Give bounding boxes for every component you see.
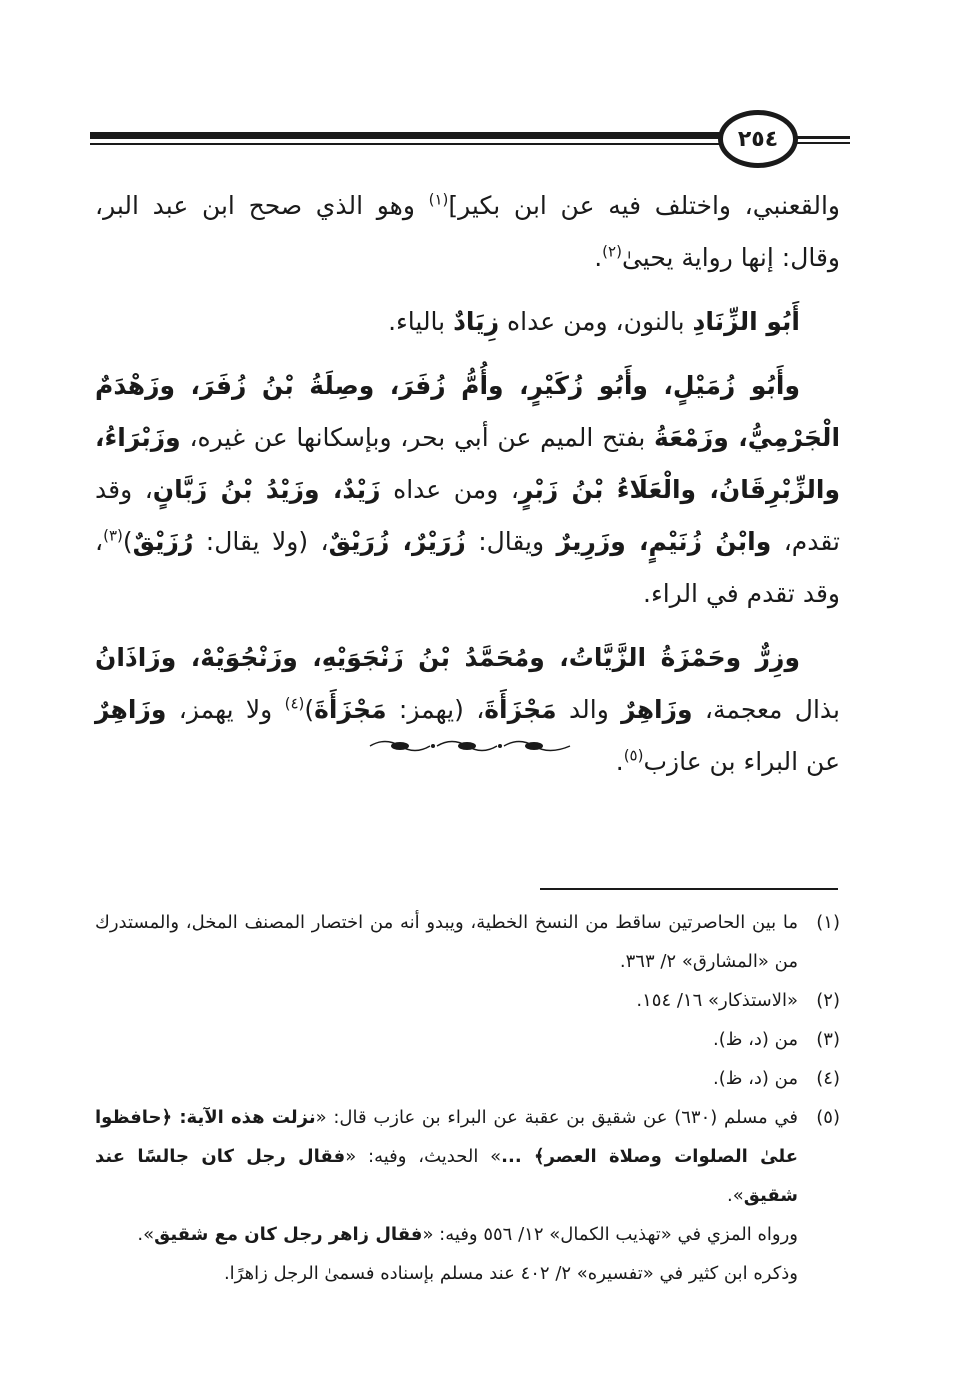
section-ornament-icon (365, 735, 575, 757)
footnote-number: (٣) (816, 1029, 840, 1050)
footnote-text: » الحديث، وفيه: « (345, 1146, 502, 1167)
text: ولا يهمز، (166, 695, 285, 724)
footnote-text: ». (727, 1185, 744, 1206)
paragraph-2 (95, 296, 840, 348)
footnote-ref-1[interactable]: (١) (428, 190, 449, 209)
footnote-2 (95, 981, 840, 1020)
text: . (615, 747, 624, 776)
header-rule-thick (90, 132, 720, 139)
paragraph-4 (95, 632, 840, 788)
header-rule-right-thin (795, 142, 850, 144)
footnote-quote: فقال زاهر رجل كان مع شقيق (154, 1224, 423, 1245)
text: والد (556, 695, 622, 724)
footnote-text: ما بين الحاصرتين ساقط من النسخ الخطية، ويبدو أنه من اختصار المصنف المخل، والمستدرك من «المشارق» ٢/ ٣٦٣. (95, 912, 798, 972)
text: والقعنبي، واختلف فيه عن ابن بكير] (448, 191, 840, 220)
entry-names: وأَبُو زُمَيْلٍ، وأَبُو زُكَيْرٍ، وأُمُّ زُفَرَ، وصِلَةُ بْنُ زُفَرَ، وزَهْدَمٌ الْجَرْمِيُّ، وزَمْعَةُ (95, 371, 841, 452)
footnote-5-continuation-1 (95, 1215, 840, 1254)
entry-names: وزَاهِرٌ (621, 695, 693, 724)
paragraph-1 (95, 180, 840, 284)
text: ) (122, 527, 133, 556)
footnote-number: (٢) (816, 990, 840, 1011)
footnote-4 (95, 1059, 840, 1098)
footnote-ref-3[interactable]: (٣) (103, 526, 123, 545)
text: ، وقد تقدم، (95, 475, 840, 556)
text: ، (ولا يقال: (193, 527, 329, 556)
text: بفتح الميم عن أبي بحر، وبإسكانها عن غيره، (180, 423, 655, 452)
text: وهو الذي صحح ابن عبد البر، وقال: إنها رواية يحيىٰ (95, 191, 840, 272)
footnote-ref-4[interactable]: (٤) (284, 694, 305, 713)
paragraph-3 (95, 360, 840, 620)
header-rule-thin (90, 143, 720, 145)
footnote-ref-5[interactable]: (٥) (623, 746, 644, 765)
footnote-text: في مسلم (٦٣٠) عن شقيق بن عقبة عن البراء بن عازب قال: « (315, 1107, 798, 1128)
text: بذال معجمة، (692, 695, 841, 724)
text: . (594, 243, 603, 272)
footnote-text: من (د، ظ). (712, 1029, 798, 1050)
entry-names: وزَاهِرٌ (95, 695, 167, 724)
text: ) (304, 695, 315, 724)
main-text (95, 180, 840, 800)
text: ، (يهمز: (386, 695, 485, 724)
entry-names: مَجْزَأَةَ (314, 695, 387, 724)
entry-names: وابْنُ زُنَيْمٍ، وزَرِيرٌ (556, 527, 772, 556)
footnote-text: ورواه المزي في «تهذيب الكمال» ١٢/ ٥٥٦ وفيه: « (422, 1224, 798, 1245)
text: بالياء. (388, 307, 454, 336)
footnote-text: من (د، ظ). (712, 1068, 798, 1089)
entry-name: أَبُو الزِّنَادِ (692, 307, 800, 336)
footnote-5 (95, 1098, 840, 1215)
entry-names: وزَبْرَاءُ، والزِّبْرِقَانُ، والْعَلَاءُ بْنُ زَبْرٍ (95, 423, 840, 504)
footnote-number: (٤) (816, 1068, 840, 1089)
entry-names: وزِرٌّ وحَمْزَةُ الزَّيَّاتُ، ومُحَمَّدُ بْنُ زَنْجَوَيْهِ، وزَنْجُوَيْهْ، وزَاذَانُ (95, 643, 800, 672)
text: ، ومن عداه (380, 475, 519, 504)
page-header (90, 110, 850, 170)
entry-names: رُزَيْقٌ (132, 527, 194, 556)
entry-names: زُرَيْرٌ، زُرَيْقٌ (328, 527, 466, 556)
footnote-separator (540, 888, 838, 890)
footnote-quote: نزلت هذه الآية: ﴿حافظوا علىٰ الصلوات وصلاة العصر﴾ ... (95, 1107, 798, 1167)
footnote-quote: فقال رجل كان جالسًا عند شقيق (95, 1146, 798, 1206)
footnote-number: (٥) (816, 1107, 840, 1128)
entry-name: زِيَادٌ (453, 307, 500, 336)
footnote-5-continuation-2 (95, 1254, 840, 1293)
footnote-3 (95, 1020, 840, 1059)
text: بالنون، ومن عداه (499, 307, 693, 336)
footnote-text: وذكره ابن كثير في «تفسيره» ٢/ ٤٠٢ عند مسلم بإسناده فسمىٰ الرجل زاهرًا. (223, 1263, 798, 1284)
entry-names: مَجْزَأَةَ (484, 695, 557, 724)
page-number: ٢٥٤ (718, 110, 798, 168)
text: ، وقد تقدم في الراء. (95, 527, 840, 608)
entry-names: زَيْدٌ، وزَيْدُ بْنُ زَبَّانٍ (152, 475, 381, 504)
header-rule-right (795, 136, 850, 139)
footnote-number: (١) (816, 912, 840, 933)
footnote-ref-2[interactable]: (٢) (602, 242, 622, 261)
text: ويقال: (465, 527, 557, 556)
footnote-1 (95, 903, 840, 981)
footnote-text: ». (137, 1224, 155, 1245)
footnote-text: «الاستذكار» ١٦/ ١٥٤. (636, 990, 798, 1011)
text: عن البراء بن عازب (643, 747, 840, 776)
footnotes (95, 903, 840, 1293)
